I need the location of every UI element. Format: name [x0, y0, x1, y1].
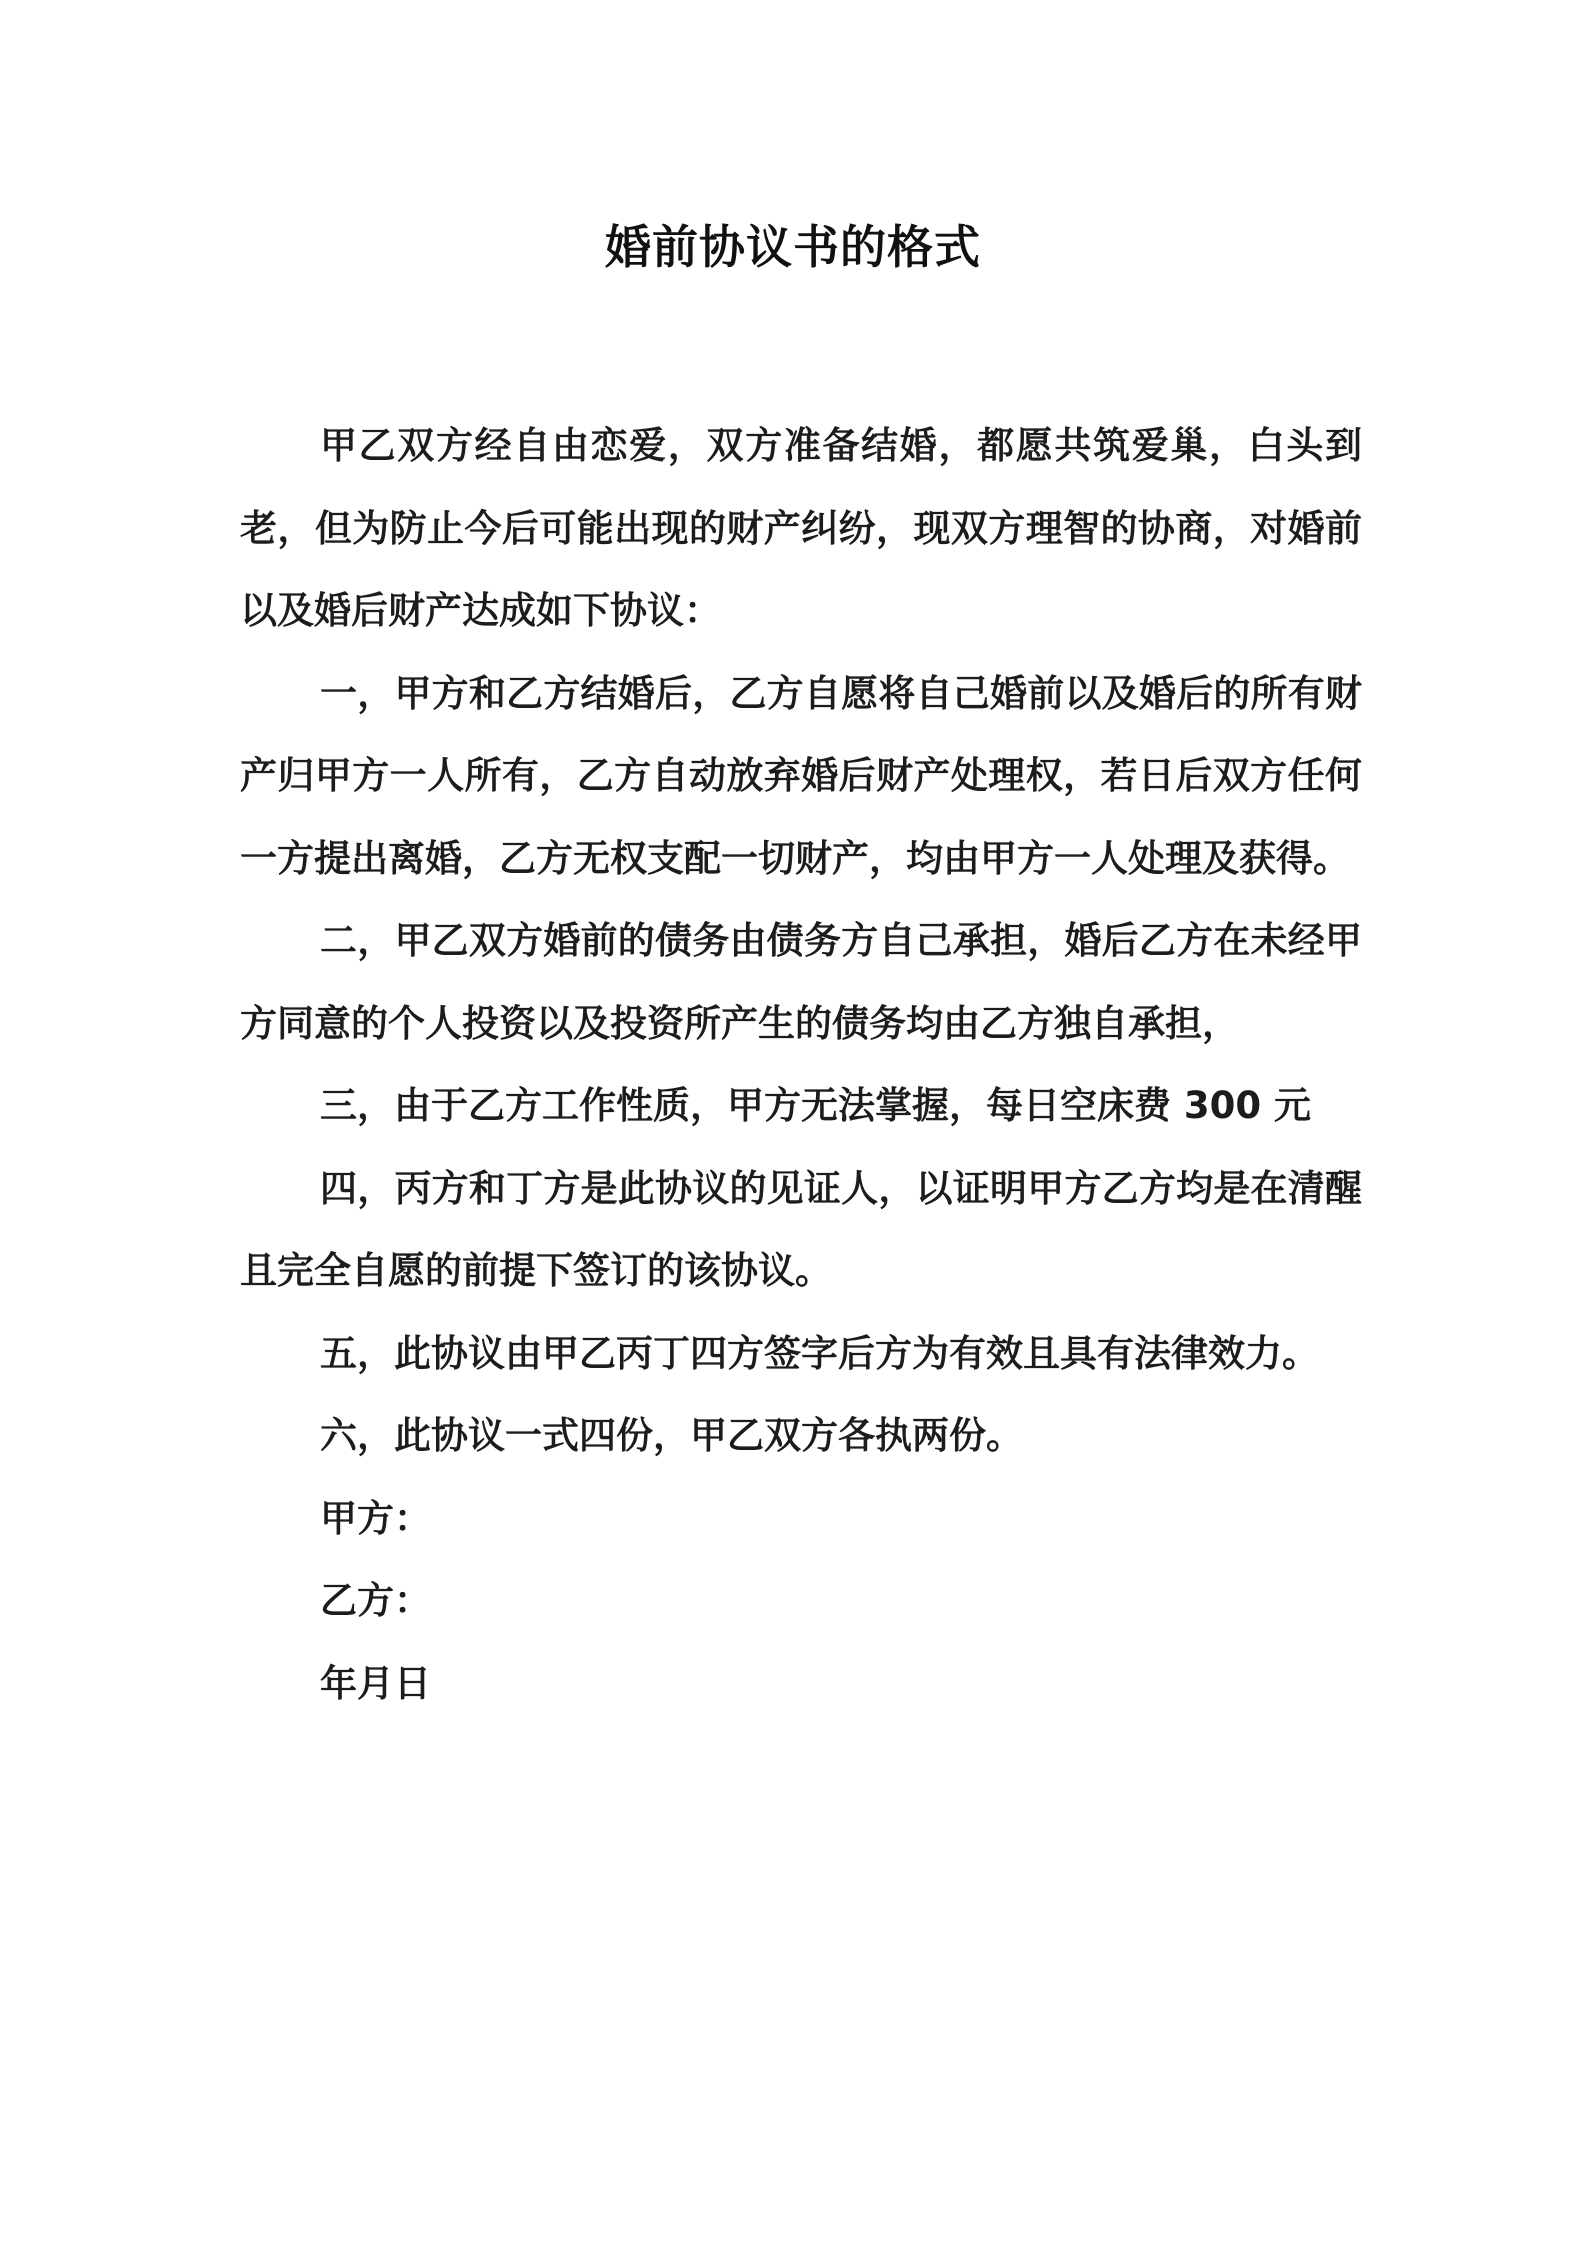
document-title: 婚前协议书的格式 — [605, 220, 981, 274]
signature-party-b: 乙方： — [320, 1579, 431, 1622]
paragraph-clause-6: 六，此协议一式四份，甲乙双方各执两份。 — [320, 1414, 1023, 1457]
signature-party-a: 甲方： — [320, 1496, 431, 1540]
document-body — [240, 405, 1362, 1725]
paragraph-intro: 甲乙双方经自由恋爱，双方准备结婚，都愿共筑爱巢，白头到老，但为防止今后可能出现的财产纠纷，现双方理智的协商，对婚前以及婚后财产达成如下协议： — [240, 424, 1362, 632]
paragraph-clause-1: 一，甲方和乙方结婚后，乙方自愿将自己婚前以及婚后的所有财产归甲方一人所有，乙方自动放弃婚后财产处理权，若日后双方任何一方提出离婚，乙方无权支配一切财产，均由甲方一人处理及获得。 — [240, 671, 1362, 880]
paragraph-clause-4: 四，丙方和丁方是此协议的见证人，以证明甲方乙方均是在清醒且完全自愿的前提下签订的该协议。 — [240, 1166, 1362, 1292]
paragraph-clause-2: 二，甲乙双方婚前的债务由债务方自己承担，婚后乙方在未经甲方同意的个人投资以及投资所产生的债务均由乙方独自承担， — [240, 919, 1362, 1045]
signature-date: 年月日 — [320, 1661, 431, 1705]
paragraph-clause-3: 三，由于乙方工作性质，甲方无法掌握，每日空床费 300 元 — [320, 1084, 1311, 1127]
paragraph-clause-5: 五，此协议由甲乙丙丁四方签字后方为有效且具有法律效力。 — [320, 1331, 1319, 1375]
